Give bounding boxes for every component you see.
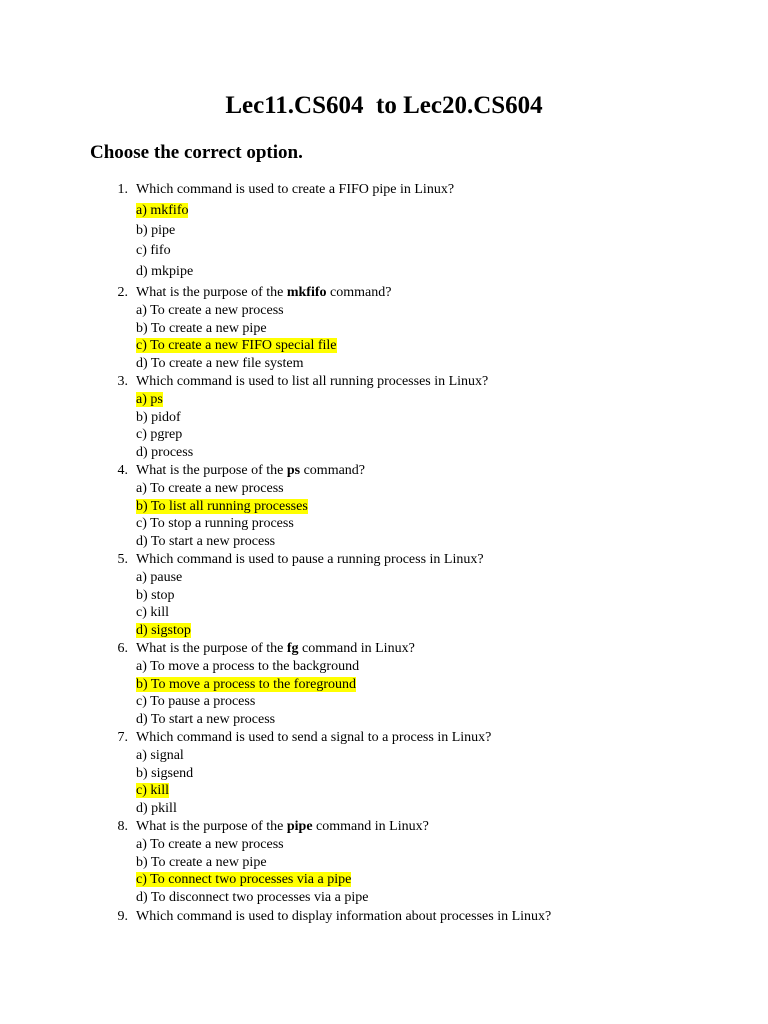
answer-option — [136, 765, 193, 783]
question-text-part: Which command is used to list all running processes in Linux? — [136, 374, 489, 389]
question-text-part: Which command is used to display information about processes in Linux? — [136, 909, 552, 924]
answer-option-text: b) pipe — [136, 223, 176, 238]
answer-option — [136, 222, 175, 240]
answer-option — [136, 854, 267, 872]
answer-option — [136, 587, 175, 605]
answer-option — [136, 533, 275, 551]
question-text-part: Which command is used to create a FIFO pipe in Linux? — [136, 182, 455, 197]
answer-option-text: c) To stop a running process — [136, 516, 294, 531]
answer-option-text: b) To create a new pipe — [136, 321, 267, 336]
answer-option-text: d) To start a new process — [136, 534, 276, 549]
question-text — [136, 908, 551, 926]
answer-option — [136, 658, 359, 676]
question-text — [136, 462, 365, 480]
command-name: ps — [286, 463, 301, 478]
answer-option-text: b) sigsend — [136, 766, 194, 781]
answer-option-text: a) To create a new process — [136, 481, 284, 496]
answer-option — [136, 426, 182, 444]
answer-option-text: a) signal — [136, 748, 184, 763]
answer-option — [136, 569, 182, 587]
question-text-part: What is the purpose of the — [136, 285, 287, 300]
answer-option-text: d) To start a new process — [136, 712, 276, 727]
question-text-part: command? — [326, 285, 392, 300]
answer-option-correct — [136, 871, 351, 889]
page-title: Lec11.CS604 to Lec20.CS604 — [225, 92, 543, 119]
answer-option-text: a) mkfifo — [136, 203, 189, 218]
answer-option-text: b) pidof — [136, 410, 181, 425]
answer-option-text: c) fifo — [136, 243, 171, 258]
answer-option-text: d) sigstop — [136, 623, 191, 638]
command-name: fg — [286, 641, 299, 656]
answer-option-text: d) mkpipe — [136, 264, 194, 279]
command-name: mkfifo — [286, 285, 327, 300]
answer-option — [136, 320, 267, 338]
answer-option — [136, 263, 193, 281]
answer-option — [136, 604, 169, 622]
answer-option-text: c) To pause a process — [136, 694, 256, 709]
answer-option-correct — [136, 391, 163, 409]
question-text — [136, 729, 491, 747]
question-number: 7. — [117, 730, 128, 745]
answer-option-text: d) pkill — [136, 801, 177, 816]
answer-option-text: d) To disconnect two processes via a pipe — [136, 890, 369, 905]
answer-option-text: d) To create a new file system — [136, 356, 304, 371]
question-text — [136, 818, 429, 836]
question-number: 1. — [117, 182, 128, 197]
answer-option-correct — [136, 202, 188, 220]
answer-option-text: b) To create a new pipe — [136, 855, 267, 870]
question-number: 8. — [117, 819, 128, 834]
answer-option — [136, 693, 255, 711]
answer-option — [136, 889, 368, 907]
answer-option — [136, 747, 184, 765]
question-text-part: What is the purpose of the — [136, 819, 287, 834]
answer-option — [136, 800, 177, 818]
answer-option — [136, 409, 181, 427]
question-text — [136, 181, 454, 199]
question-text — [136, 640, 415, 658]
answer-option-text: b) To move a process to the foreground — [136, 677, 356, 692]
answer-option-text: b) To list all running processes — [136, 499, 308, 514]
question-text-part: command in Linux? — [298, 641, 415, 656]
answer-option — [136, 355, 303, 373]
answer-option-correct — [136, 622, 191, 640]
question-text-part: What is the purpose of the — [136, 463, 287, 478]
question-text — [136, 284, 391, 302]
answer-option-text: a) ps — [136, 392, 163, 407]
question-text-part: command in Linux? — [312, 819, 429, 834]
instruction-heading: Choose the correct option. — [90, 142, 303, 163]
answer-option-text: a) To move a process to the background — [136, 659, 360, 674]
question-text — [136, 373, 488, 391]
answer-option-text: c) To create a new FIFO special file — [136, 338, 337, 353]
answer-option — [136, 480, 284, 498]
question-number: 5. — [117, 552, 128, 567]
answer-option-text: a) To create a new process — [136, 303, 284, 318]
question-number: 4. — [117, 463, 128, 478]
question-text-part: Which command is used to send a signal to a process in Linux? — [136, 730, 492, 745]
answer-option-text: d) process — [136, 445, 194, 460]
answer-option — [136, 515, 294, 533]
answer-option-correct — [136, 337, 337, 355]
answer-option — [136, 302, 284, 320]
question-number: 6. — [117, 641, 128, 656]
answer-option-text: a) pause — [136, 570, 183, 585]
answer-option-text: b) stop — [136, 588, 175, 603]
question-number: 9. — [117, 909, 128, 924]
answer-option — [136, 444, 193, 462]
command-name: pipe — [286, 819, 313, 834]
question-text — [136, 551, 484, 569]
answer-option-correct — [136, 676, 356, 694]
answer-option-text: a) To create a new process — [136, 837, 284, 852]
answer-option-text: c) kill — [136, 783, 170, 798]
answer-option-correct — [136, 782, 169, 800]
question-text-part: Which command is used to pause a running process in Linux? — [136, 552, 484, 567]
question-text-part: What is the purpose of the — [136, 641, 287, 656]
question-number: 2. — [117, 285, 128, 300]
question-text-part: command? — [300, 463, 366, 478]
question-number: 3. — [117, 374, 128, 389]
answer-option-correct — [136, 498, 308, 516]
answer-option — [136, 711, 275, 729]
answer-option — [136, 836, 284, 854]
answer-option-text: c) To connect two processes via a pipe — [136, 872, 352, 887]
answer-option — [136, 242, 171, 260]
answer-option-text: c) kill — [136, 605, 170, 620]
answer-option-text: c) pgrep — [136, 427, 183, 442]
